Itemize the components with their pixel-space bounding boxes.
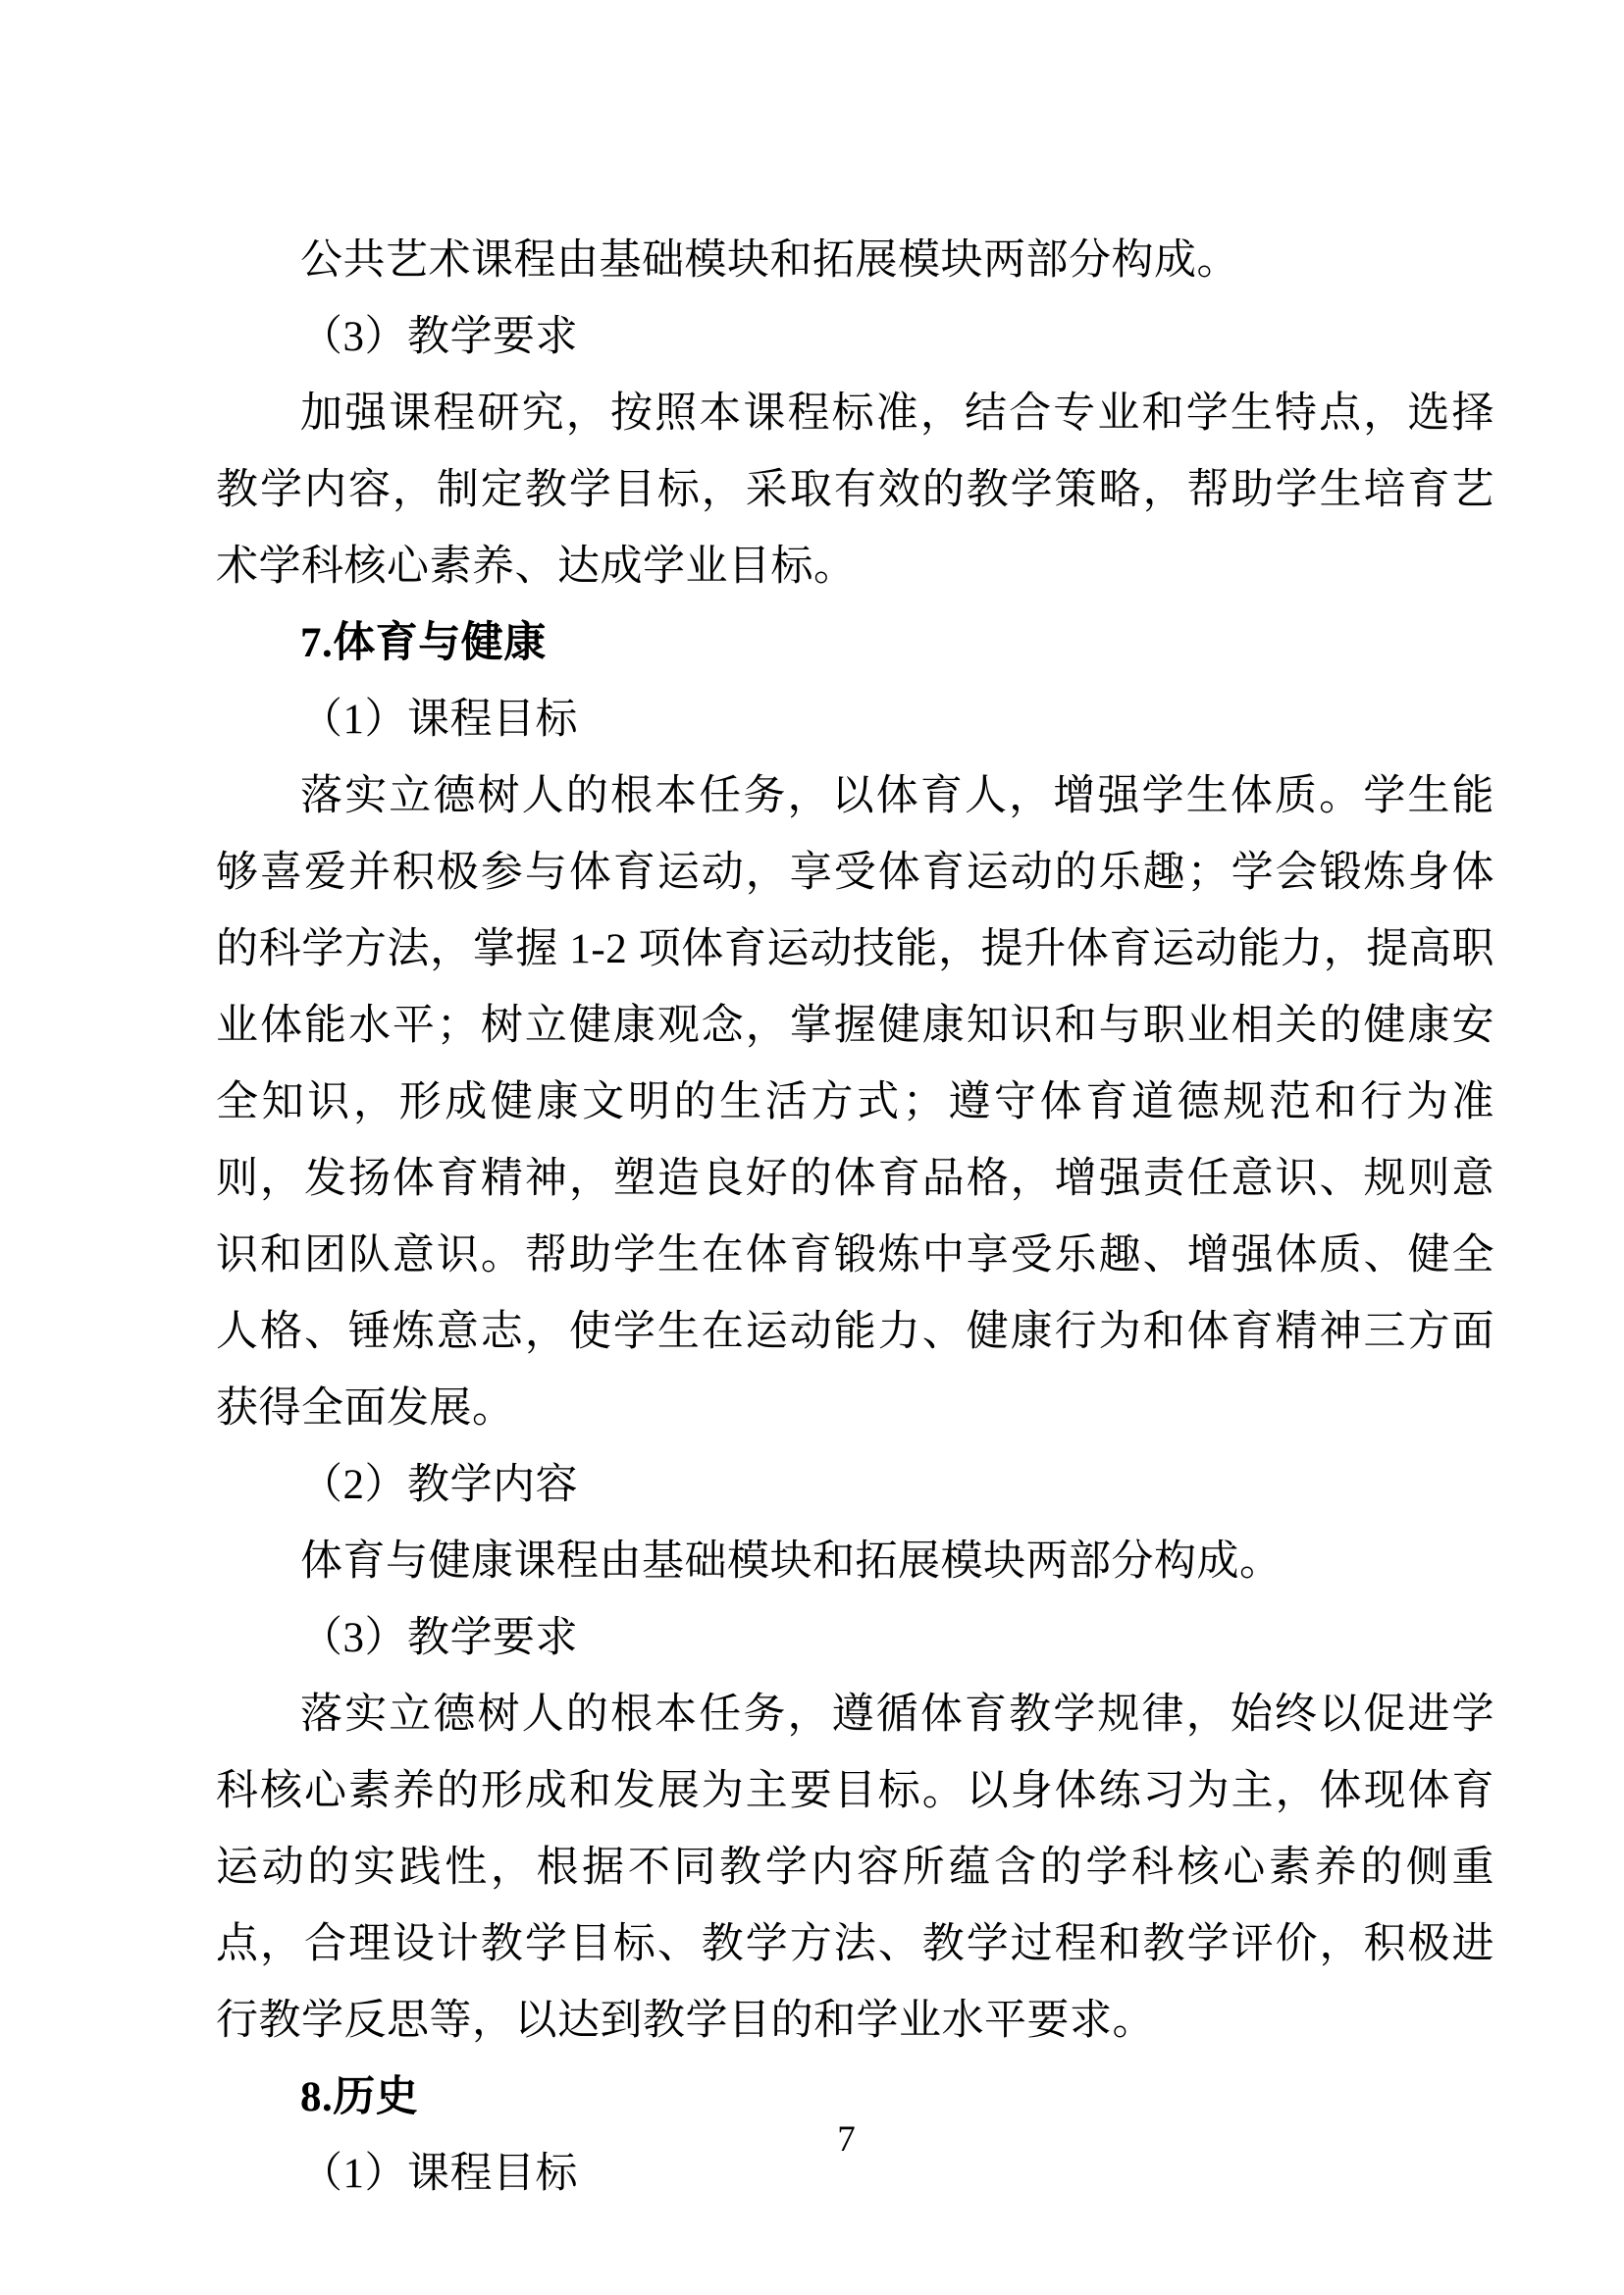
paragraph: （3）教学要求: [300, 1615, 578, 1661]
paragraph: 落实立德树人的根本任务，遵循体育教学规律，始终以促进学科核心素养的形成和发展为主要目标。以身体练习为主，体现体育运动的实践性，根据不同教学内容所蕴含的学科核心素养的侧重点，合理设计教学目标、教学方法、教学过程和教学评价，积极进行教学反思等，以达到教学目的和学业水平要求。: [216, 1692, 1494, 2044]
paragraph: 加强课程研究，按照本课程标准，结合专业和学生特点，选择教学内容，制定教学目标，采取有效的教学策略，帮助学生培育艺术学科核心素养、达成学业目标。: [216, 391, 1494, 590]
page-number: 7: [837, 2119, 856, 2160]
paragraph: （1）课程目标: [300, 2151, 578, 2197]
paragraph: 公共艺术课程由基础模块和拓展模块两部分构成。: [300, 237, 1239, 284]
paragraph: （2）教学内容: [300, 1462, 578, 1508]
paragraph: 落实立德树人的根本任务，以体育人，增强学生体质。学生能够喜爱并积极参与体育运动，享受体育运动的乐趣；学会锻炼身体的科学方法，掌握 1-2 项体育运动技能，提升体育运动能力，提高职业体能水平；树立健康观念，掌握健康知识和与职业相关的健康安全知识，形成健康文明的生活方式；遵守体育道德规范和行为准则，发扬体育精神，塑造良好的体育品格，增强责任意识、规则意识和团队意识。帮助学生在体育锻炼中享受乐趣、增强体质、健全人格、锤炼意志，使学生在运动能力、健康行为和体育精神三方面获得全面发展。: [216, 773, 1494, 1432]
section-heading: 7.体育与健康: [300, 620, 547, 666]
paragraph: 体育与健康课程由基础模块和拓展模块两部分构成。: [300, 1539, 1283, 1585]
paragraph: （3）教学要求: [300, 314, 578, 360]
paragraph: （1）课程目标: [300, 697, 578, 743]
section-heading: 8.历史: [300, 2074, 419, 2120]
document-content: [216, 223, 1494, 2213]
